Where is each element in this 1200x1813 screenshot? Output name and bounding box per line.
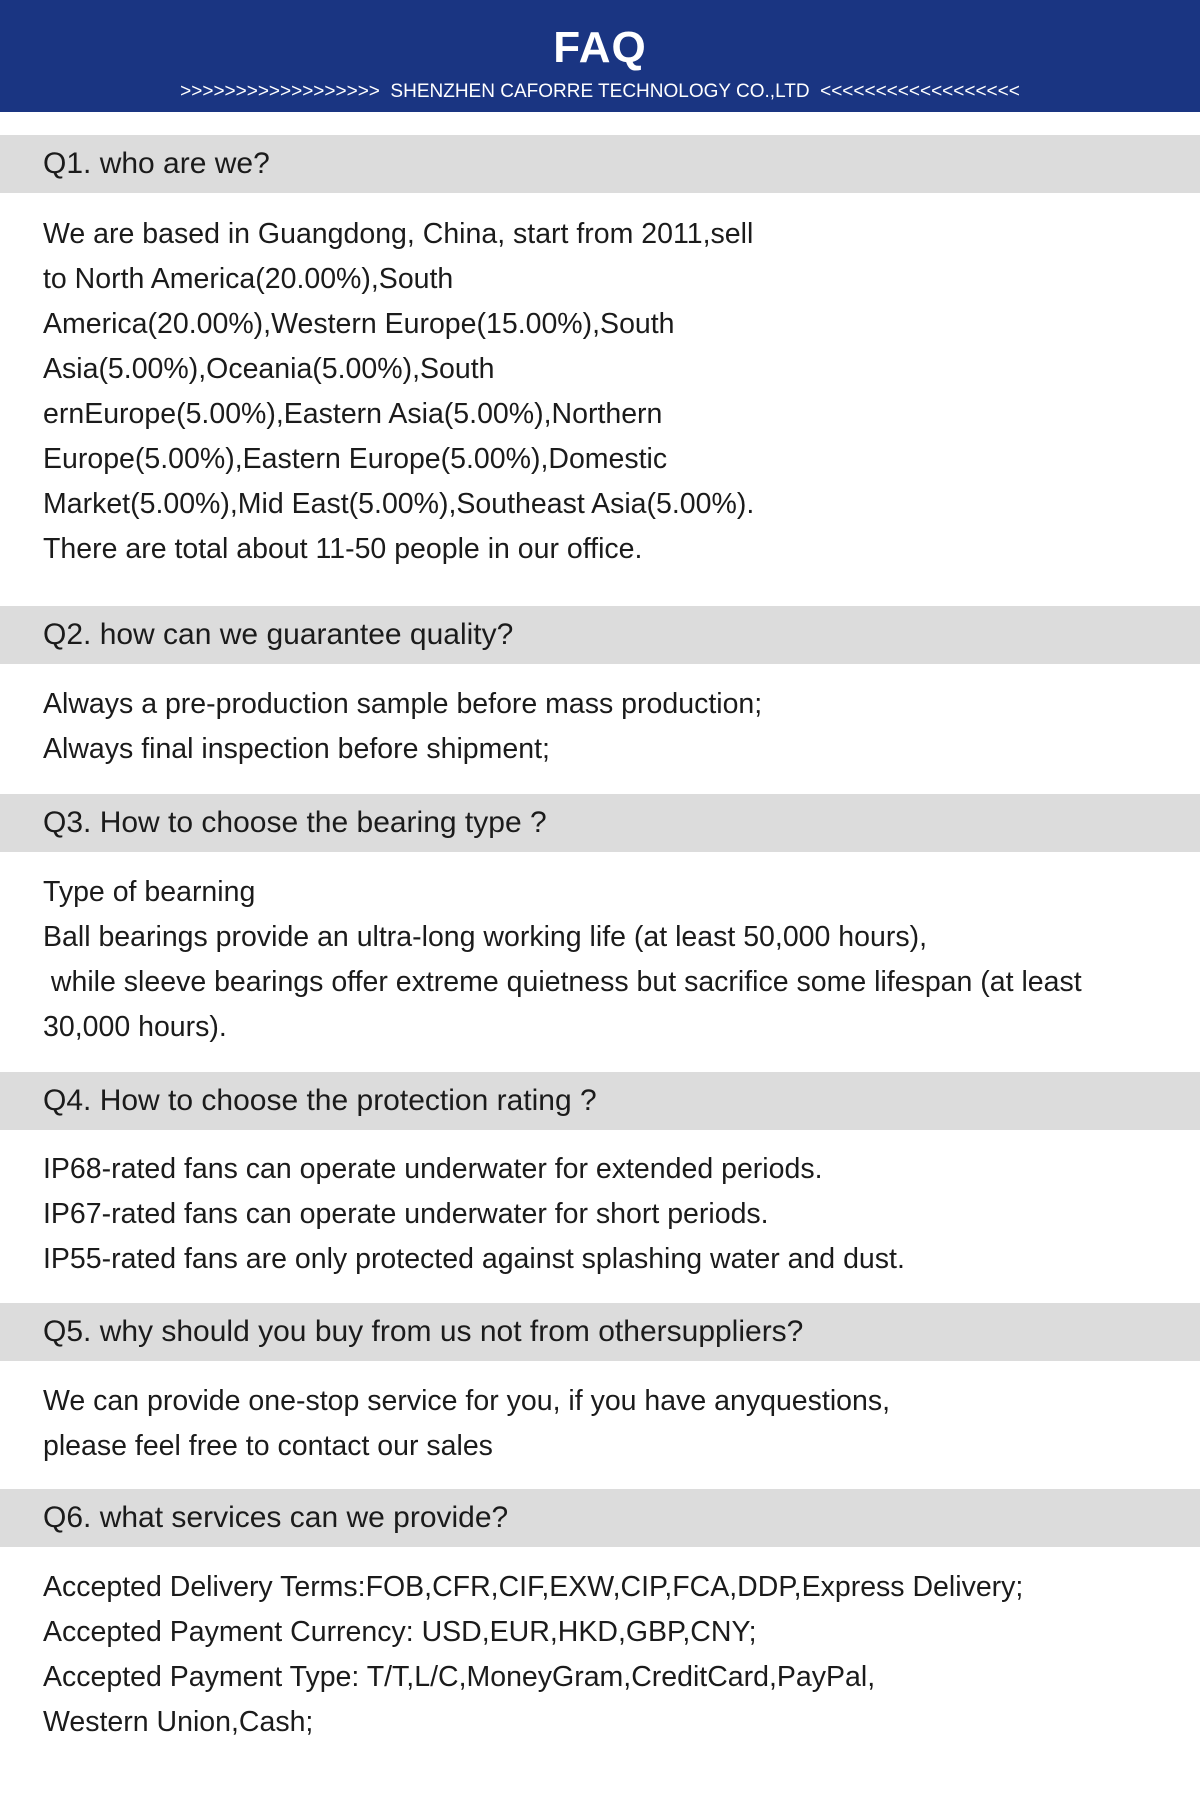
answer-line: Accepted Delivery Terms:FOB,CFR,CIF,EXW,CIP,FCA,DDP,Express Delivery; — [43, 1571, 1024, 1603]
page-title: FAQ — [553, 23, 647, 72]
question-text-q4: Q4. How to choose the protection rating ? — [43, 1084, 597, 1117]
answer-line: Accepted Payment Currency: USD,EUR,HKD,GBP,CNY; — [43, 1616, 757, 1648]
answer-q1 — [43, 212, 1173, 572]
answer-q4 — [43, 1147, 1173, 1282]
answer-line: Asia(5.00%),Oceania(5.00%),South — [43, 353, 495, 385]
answer-line: Europe(5.00%),Eastern Europe(5.00%),Domestic — [43, 443, 668, 475]
question-text-q1: Q1. who are we? — [43, 147, 270, 180]
answer-line: There are total about 11-50 people in our office. — [43, 533, 643, 565]
question-bar-q6 — [0, 1489, 1200, 1547]
answer-line: 30,000 hours). — [43, 1011, 227, 1043]
answer-q3 — [43, 870, 1173, 1050]
answer-line: Western Union,Cash; — [43, 1706, 314, 1738]
answer-line: IP55-rated fans are only protected against splashing water and dust. — [43, 1243, 905, 1275]
question-text-q6: Q6. what services can we provide? — [43, 1501, 509, 1534]
question-text-q5: Q5. why should you buy from us not from othersuppliers? — [43, 1315, 804, 1348]
answer-line: while sleeve bearings offer extreme quietness but sacrifice some lifespan (at least — [43, 966, 1082, 998]
answer-line: America(20.00%),Western Europe(15.00%),South — [43, 308, 675, 340]
question-text-q3: Q3. How to choose the bearing type ? — [43, 806, 547, 839]
question-bar-q4 — [0, 1072, 1200, 1130]
answer-q5 — [43, 1379, 1173, 1469]
answer-line: Always final inspection before shipment; — [43, 733, 550, 765]
answer-line: Always a pre-production sample before mass production; — [43, 688, 763, 720]
answer-line: to North America(20.00%),South — [43, 263, 454, 295]
question-bar-q2 — [0, 606, 1200, 664]
answer-line: Ball bearings provide an ultra-long working life (at least 50,000 hours), — [43, 921, 927, 953]
question-text-q2: Q2. how can we guarantee quality? — [43, 618, 514, 651]
answer-q6 — [43, 1565, 1173, 1745]
answer-line: IP68-rated fans can operate underwater for extended periods. — [43, 1153, 823, 1185]
question-bar-q5 — [0, 1303, 1200, 1361]
question-bar-q1 — [0, 135, 1200, 193]
company-banner: >>>>>>>>>>>>>>>>>> SHENZHEN CAFORRE TECHNOLOGY CO.,LTD <<<<<<<<<<<<<<<<<< — [180, 81, 1020, 102]
faq-header — [0, 0, 1200, 112]
answer-line: We can provide one-stop service for you, if you have anyquestions, — [43, 1385, 891, 1417]
answer-q2 — [43, 682, 1173, 772]
answer-line: Market(5.00%),Mid East(5.00%),Southeast Asia(5.00%). — [43, 488, 755, 520]
answer-line: IP67-rated fans can operate underwater for short periods. — [43, 1198, 769, 1230]
answer-line: We are based in Guangdong, China, start from 2011,sell — [43, 218, 754, 250]
answer-line: please feel free to contact our sales — [43, 1430, 493, 1462]
answer-line: ernEurope(5.00%),Eastern Asia(5.00%),Northern — [43, 398, 663, 430]
answer-line: Type of bearning — [43, 876, 256, 908]
question-bar-q3 — [0, 794, 1200, 852]
answer-line: Accepted Payment Type: T/T,L/C,MoneyGram,CreditCard,PayPal, — [43, 1661, 876, 1693]
